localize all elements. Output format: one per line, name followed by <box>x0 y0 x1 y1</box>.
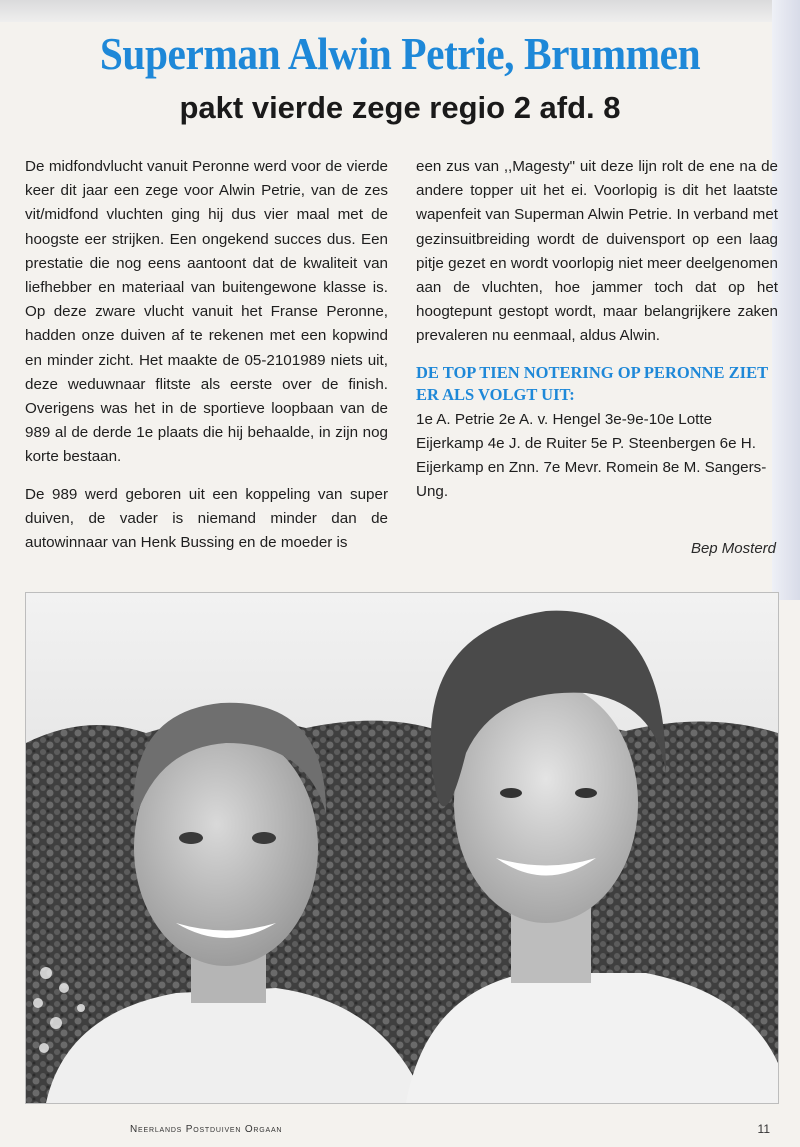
article-column-left <box>25 155 388 568</box>
body-paragraph: De midfondvlucht vanuit Peronne werd voor de vierde keer dit jaar een zege voor Alwin Petrie, van de zes vit/midfond vluchten ging hij dus vier maal met de hoogste eer strijken. Een ongekend succes dus. Een prestatie die nog eens aantoont dat de kwaliteit van liefhebber en materiaal van buitengewone klasse is. Op deze zware vlucht vanuit het Franse Peronne, hadden onze duiven af te rekenen met een kopwind en minder zicht. Het maakte de 05-2101989 niets uit, deze weduwnaar flitste als eerste over de finish. Overigens was het in de sportieve loopbaan van de 989 al de derde 1e plaats die hij behaalde, in zijn nog korte bestaan. <box>25 158 388 466</box>
ranking-list: 1e A. Petrie 2e A. v. Hengel 3e-9e-10e Lotte Eijerkamp 4e J. de Ruiter 5e P. Steenbergen 6e H. Eijerkamp en Znn. 7e Mevr. Romein 8e M. Sangers-Ung. <box>416 410 767 501</box>
publication-name: Neerlands Postduiven Orgaan <box>130 1124 283 1135</box>
previous-page-bleed-top <box>0 0 800 22</box>
article-subheadline: pakt vierde zege regio 2 afd. 8 <box>179 90 621 125</box>
photo-illustration <box>26 593 778 1103</box>
body-paragraph: De 989 werd geboren uit een koppeling van super duiven, de vader is niemand minder dan de autowinnaar van Henk Bussing en de moeder is <box>25 485 388 552</box>
ranking-heading: DE TOP TIEN NOTERING OP PERONNE ZIET ER ALS VOLGT UIT: <box>416 362 768 404</box>
article-column-right <box>416 155 778 504</box>
article-photo <box>25 592 779 1104</box>
author-byline: Bep Mosterd <box>690 540 776 557</box>
article-headline: Superman Alwin Petrie, Brummen <box>99 29 701 79</box>
body-paragraph: een zus van ,,Magesty" uit deze lijn rolt de ene na de andere topper uit het ei. Voorlopig is dit het laatste wapenfeit van Superman Alwin Petrie. In verband met gezinsuitbreiding wordt de duivensport op een laag pitje gezet en wordt voorlopig niet meer deelgenomen aan de vluchten, hoe jammer toch dat op het hoogtepunt gestopt wordt, maar belangrijkere zaken prevaleren nu eenmaal, aldus Alwin. <box>416 158 778 345</box>
page-number: 11 <box>757 1122 770 1136</box>
